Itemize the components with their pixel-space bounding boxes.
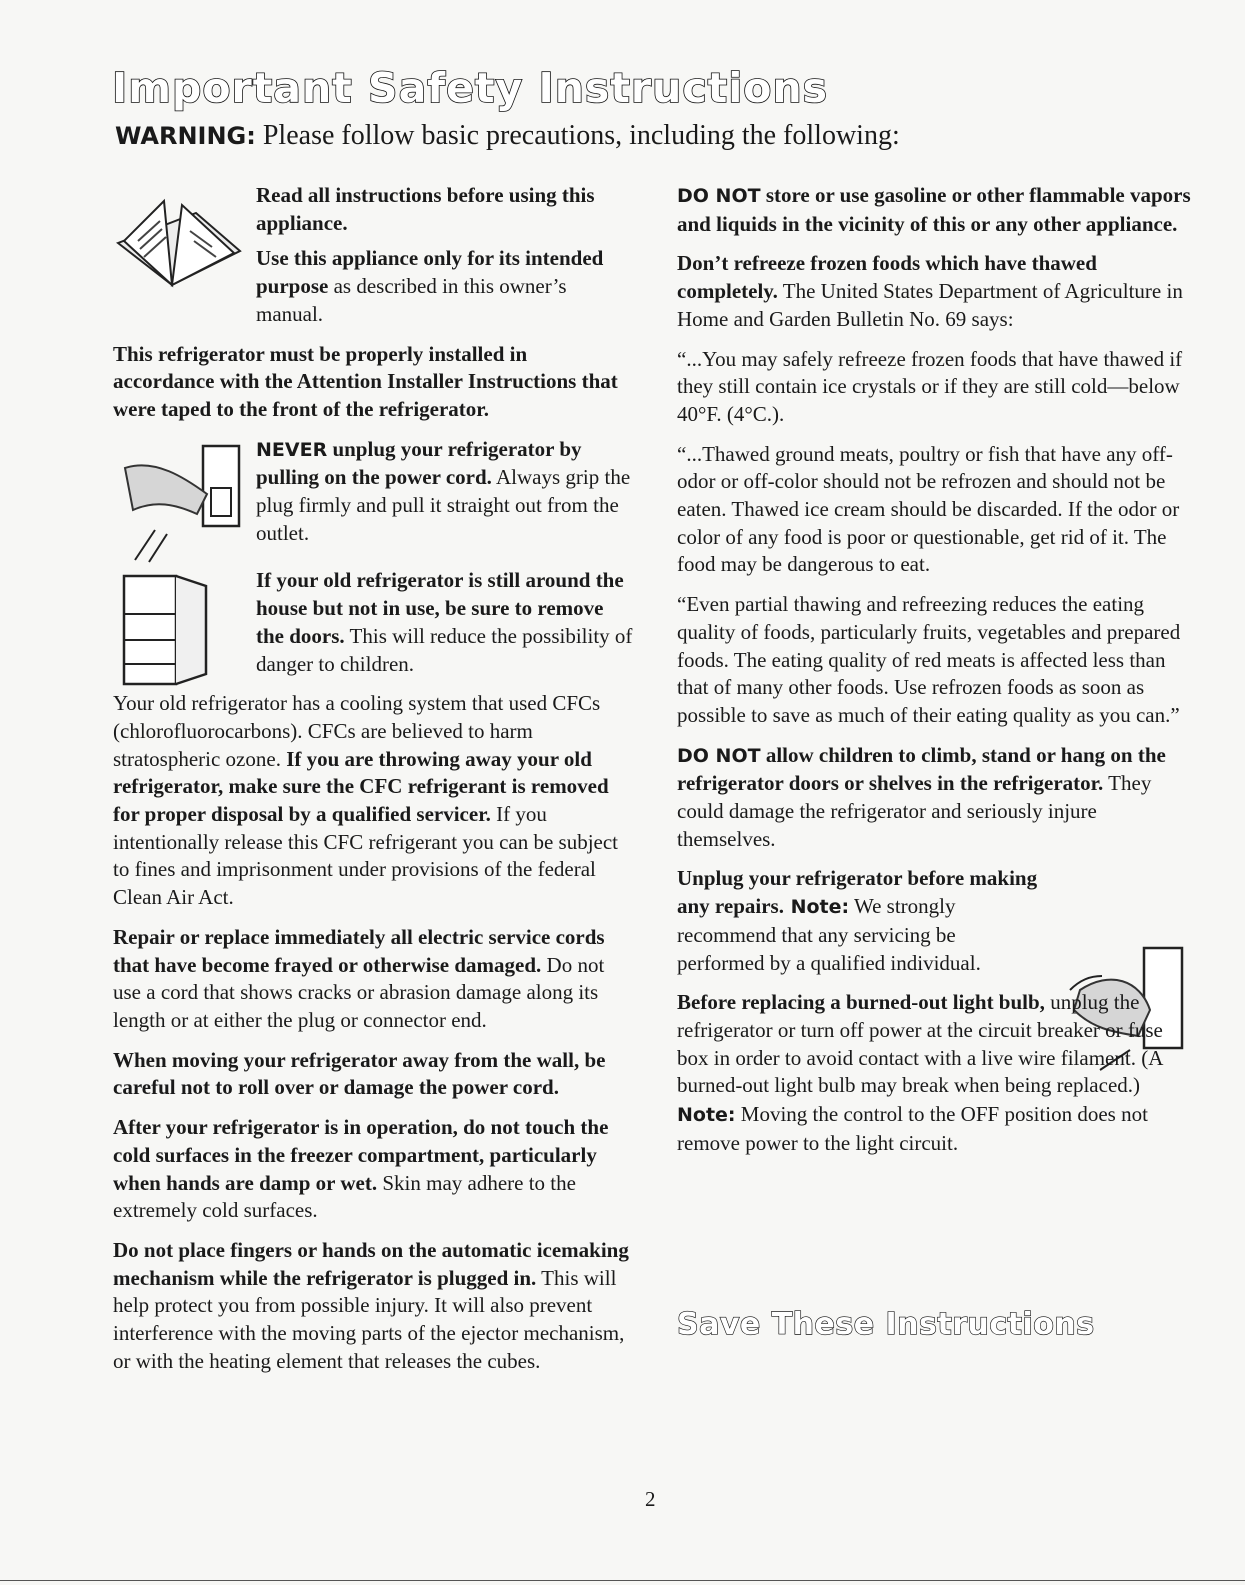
quote-paragraph-3: “Even partial thawing and refreezing reduces the eating quality of foods, particularly fruits, vegetables and prepared foods. The eating quality of red meats is affected less than that of many other foods. Use refrozen foods as soon as possible to save as much of their eating quality as you can.” bbox=[677, 592, 1181, 727]
page-title: Important Safety Instructions bbox=[112, 64, 829, 112]
gasoline-paragraph: DO NOT store or use gasoline or other flammable vapors and liquids in the vicinity of this or any other appliance. bbox=[677, 183, 1191, 236]
bottom-rule bbox=[0, 1580, 1245, 1581]
page-number: 2 bbox=[645, 1487, 656, 1511]
installation-paragraph: This refrigerator must be properly installed in accordance with the Attention Installer Instructions that were taped to the front of the refrigerator. bbox=[113, 341, 618, 421]
cfc-paragraph: Your old refrigerator has a cooling system that used CFCs (chlorofluorocarbons). CFCs are believed to harm stratospheric ozone. If you are throwing away your old refrigerator, make sure the CFC refrigerant is removed for proper disposal by a qualified servicer. If you intentionally release this CFC refrigerant you can be subject to fines and imprisonment under provisions of the federal Clean Air Act. bbox=[113, 691, 619, 910]
save-instructions-title: Save These Instructions bbox=[677, 1307, 1095, 1342]
cold-surfaces-paragraph: After your refrigerator is in operation, do not touch the cold surfaces in the freezer compartment, particularly when hands are damp or wet. Skin may adhere to the extremely cold surfaces. bbox=[113, 1115, 609, 1223]
right-column bbox=[677, 182, 1192, 1170]
never-unplug-paragraph: NEVER unplug your refrigerator by pulling on the power cord. Always grip the plug firmly and pull it straight out from the outlet. bbox=[256, 436, 631, 545]
repair-cords-paragraph: Repair or replace immediately all electric service cords that have become frayed or otherwise damaged. Do not use a cord that shows cracks or abrasion damage along its length or at either the plug or connector end. bbox=[113, 924, 605, 1032]
warning-label: WARNING: bbox=[115, 122, 256, 150]
old-refrigerator-paragraph: If your old refrigerator is still around the house but not in use, be sure to remove the doors. This will reduce the possibility of danger to children. bbox=[256, 568, 633, 676]
left-column bbox=[113, 182, 633, 1387]
warning-line bbox=[115, 120, 900, 152]
read-instructions-paragraph: Read all instructions before using this appliance. bbox=[256, 183, 595, 235]
climb-paragraph: DO NOT allow children to climb, stand or hang on the refrigerator doors or shelves in the refrigerator. They could damage the refrigerator and seriously injure themselves. bbox=[677, 742, 1166, 851]
warning-text: Please follow basic precautions, including the following: bbox=[255, 120, 900, 151]
quote-paragraph-2: “...Thawed ground meats, poultry or fish that have any off-odor or off-color should not be refrozen and should not be eaten. Thawed ice cream should be discarded. If the odor or color of any food is poor or questionable, get rid of it. The food may be dangerous to eat. bbox=[677, 441, 1180, 577]
intended-purpose-paragraph: Use this appliance only for its intended purpose as described in this owner’s manual. bbox=[256, 246, 604, 326]
moving-paragraph: When moving your refrigerator away from the wall, be careful not to roll over or damage the power cord. bbox=[113, 1047, 606, 1100]
icemaker-paragraph: Do not place fingers or hands on the automatic icemaking mechanism while the refrigerator is plugged in. This will help protect you from possible injury. It will also prevent interference with the moving parts of the ejector mechanism, or with the heating element that releases the cubes. bbox=[113, 1237, 629, 1373]
quote-paragraph-1: “...You may safely refreeze frozen foods that have thawed if they still contain ice crystals or if they are still cold—below 40°F. (4°C.). bbox=[677, 346, 1183, 426]
unplug-repairs-paragraph: Unplug your refrigerator before making any repairs. Note: We strongly recommend that any servicing be performed by a qualified individual. bbox=[677, 866, 1038, 975]
refreeze-paragraph: Don’t refreeze frozen foods which have thawed completely. The United States Department of Agriculture in Home and Garden Bulletin No. 69 says: bbox=[677, 251, 1183, 331]
light-bulb-paragraph: Before replacing a burned-out light bulb, unplug the refrigerator or turn off power at the circuit breaker or fuse box in order to avoid contact with a live wire filament. (A burned-out light bulb may break when being replaced.) Note: Moving the control to the OFF position does not remove power to the light circuit. bbox=[677, 990, 1163, 1155]
